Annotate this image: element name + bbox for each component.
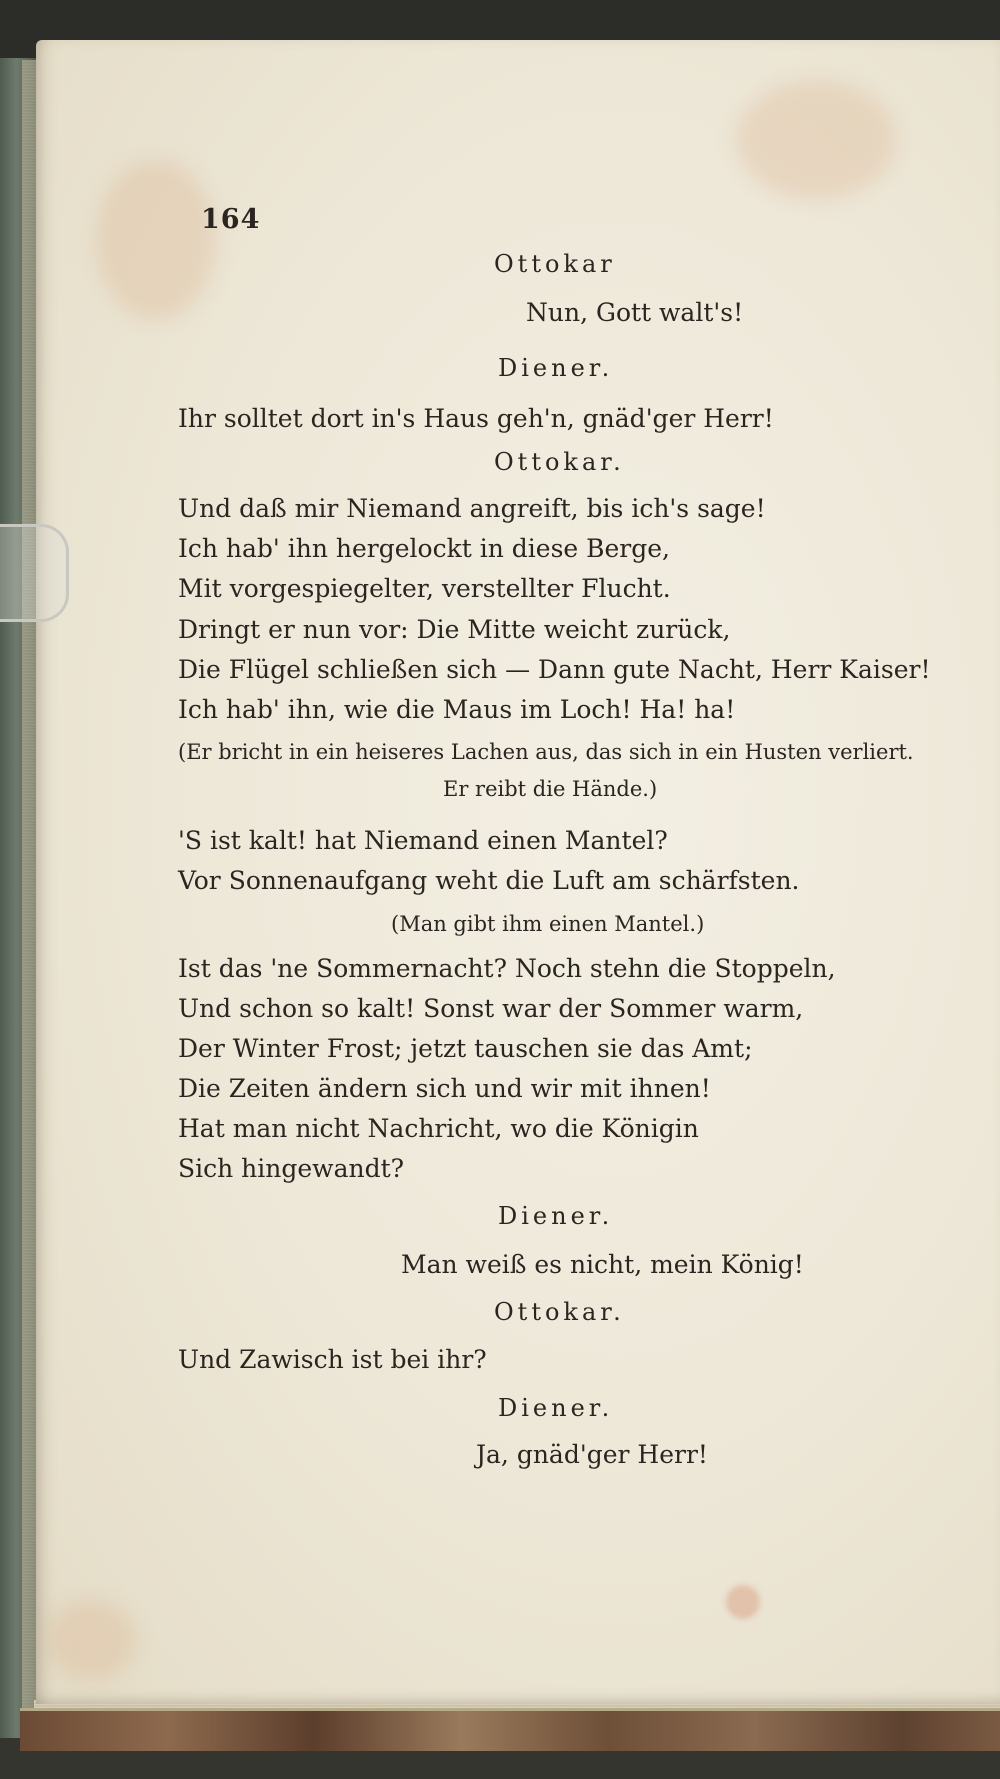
- verse-line: Ist das 'ne Sommernacht? Noch stehn die Stoppeln,: [178, 954, 836, 983]
- verse-line: Dringt er nun vor: Die Mitte weicht zurück,: [178, 615, 731, 644]
- verse-line: Ich hab' ihn, wie die Maus im Loch! Ha! ha!: [178, 695, 736, 724]
- verse-line: Ich hab' ihn hergelockt in diese Berge,: [178, 534, 671, 563]
- verse-line: Man weiß es nicht, mein König!: [401, 1250, 804, 1279]
- speaker-heading: Ottokar: [494, 250, 616, 278]
- verse-line: Und daß mir Niemand angreift, bis ich's sage!: [178, 494, 766, 523]
- speaker-heading: Diener.: [498, 1202, 614, 1230]
- marbled-edge: [20, 1708, 1000, 1751]
- stage-direction: (Er bricht in ein heiseres Lachen aus, das sich in ein Husten verliert.: [178, 740, 914, 764]
- speaker-heading: Diener.: [498, 1394, 614, 1422]
- stage-direction: Er reibt die Hände.): [443, 777, 658, 801]
- verse-line: Die Flügel schließen sich — Dann gute Nacht, Herr Kaiser!: [178, 655, 931, 684]
- stage-direction: (Man gibt ihm einen Mantel.): [391, 912, 705, 936]
- verse-line: Ihr solltet dort in's Haus geh'n, gnäd'ger Herr!: [178, 404, 774, 433]
- verse-line: Und schon so kalt! Sonst war der Sommer warm,: [178, 994, 804, 1023]
- bookmark-ribbon: [0, 524, 69, 622]
- verse-line: Hat man nicht Nachricht, wo die Königin: [178, 1114, 699, 1143]
- verse-line: Die Zeiten ändern sich und wir mit ihnen!: [178, 1074, 711, 1103]
- verse-line: Und Zawisch ist bei ihr?: [178, 1345, 487, 1374]
- speaker-heading: Ottokar.: [494, 448, 625, 476]
- page-number: 164: [201, 204, 261, 235]
- speaker-heading: Ottokar.: [494, 1298, 625, 1326]
- verse-line: Ja, gnäd'ger Herr!: [476, 1440, 708, 1469]
- book-page: [36, 40, 1000, 1704]
- verse-line: 'S ist kalt! hat Niemand einen Mantel?: [178, 826, 668, 855]
- page-text: [36, 40, 1000, 1704]
- verse-line: Mit vorgespiegelter, verstellter Flucht.: [178, 574, 671, 603]
- verse-line: Nun, Gott walt's!: [526, 298, 744, 327]
- verse-line: Sich hingewandt?: [178, 1154, 405, 1183]
- verse-line: Der Winter Frost; jetzt tauschen sie das Amt;: [178, 1034, 753, 1063]
- verse-line: Vor Sonnenaufgang weht die Luft am schärfsten.: [178, 866, 800, 895]
- speaker-heading: Diener.: [498, 354, 614, 382]
